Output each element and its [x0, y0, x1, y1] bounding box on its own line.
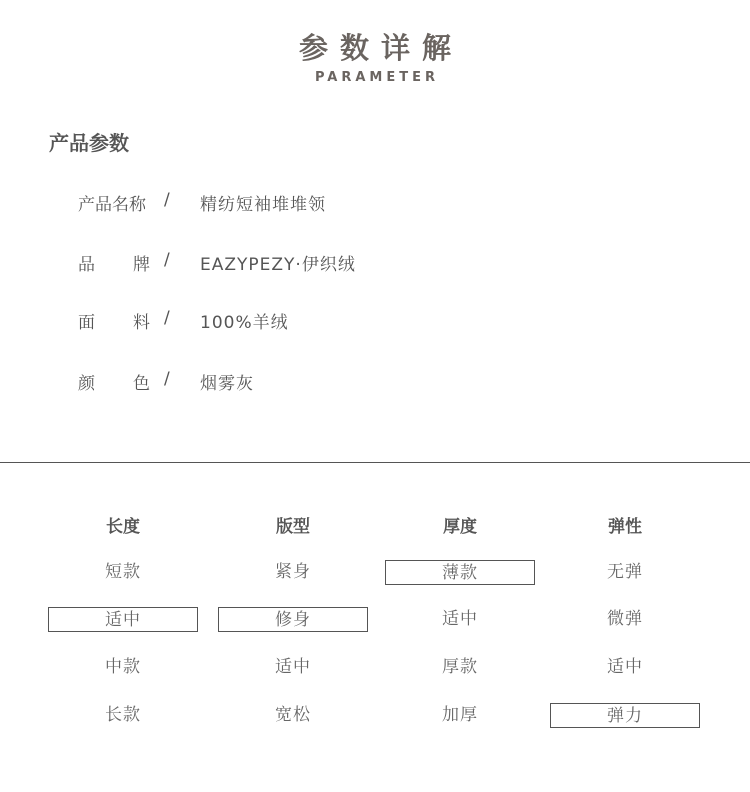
section-title: 产品参数	[49, 131, 129, 155]
option: 适中	[275, 657, 311, 677]
option: 厚款	[442, 657, 478, 677]
option: 中款	[105, 657, 141, 677]
param-label-char: 牌	[133, 255, 150, 275]
param-value: 烟雾灰	[200, 374, 254, 394]
param-label	[78, 250, 150, 275]
option: 宽松	[275, 705, 311, 725]
param-label	[78, 308, 150, 333]
param-slash: /	[164, 308, 170, 328]
column-header: 弹性	[608, 517, 642, 537]
param-label-char: 品	[78, 255, 95, 275]
option: 适中	[607, 657, 643, 677]
option: 短款	[105, 562, 141, 582]
param-label	[78, 369, 150, 394]
param-slash: /	[164, 190, 170, 210]
param-label-char: 料	[133, 313, 150, 333]
option-selected: 弹力	[550, 703, 700, 728]
option: 适中	[442, 609, 478, 629]
option-selected: 薄款	[385, 560, 535, 585]
page-title: 参数详解	[298, 31, 463, 65]
page-subtitle: PARAMETER	[314, 70, 440, 85]
option: 紧身	[275, 562, 311, 582]
option: 无弹	[607, 562, 643, 582]
param-value: EAZYPEZY·伊织绒	[200, 255, 356, 275]
option-selected: 适中	[48, 607, 198, 632]
option: 加厚	[442, 705, 478, 725]
param-label-char: 颜	[78, 374, 95, 394]
column-header: 厚度	[443, 517, 477, 537]
param-label-text: 产品名称	[78, 195, 146, 215]
param-label-char: 面	[78, 313, 95, 333]
param-slash: /	[164, 369, 170, 389]
param-label	[78, 190, 150, 215]
option: 微弹	[607, 609, 643, 629]
param-label-char: 色	[133, 374, 150, 394]
column-header: 版型	[276, 517, 310, 537]
option: 长款	[105, 705, 141, 725]
option-selected: 修身	[218, 607, 368, 632]
column-header: 长度	[106, 517, 140, 537]
param-value: 100%羊绒	[200, 313, 289, 333]
section-divider	[0, 462, 750, 463]
param-slash: /	[164, 250, 170, 270]
param-value: 精纺短袖堆堆领	[200, 195, 326, 215]
